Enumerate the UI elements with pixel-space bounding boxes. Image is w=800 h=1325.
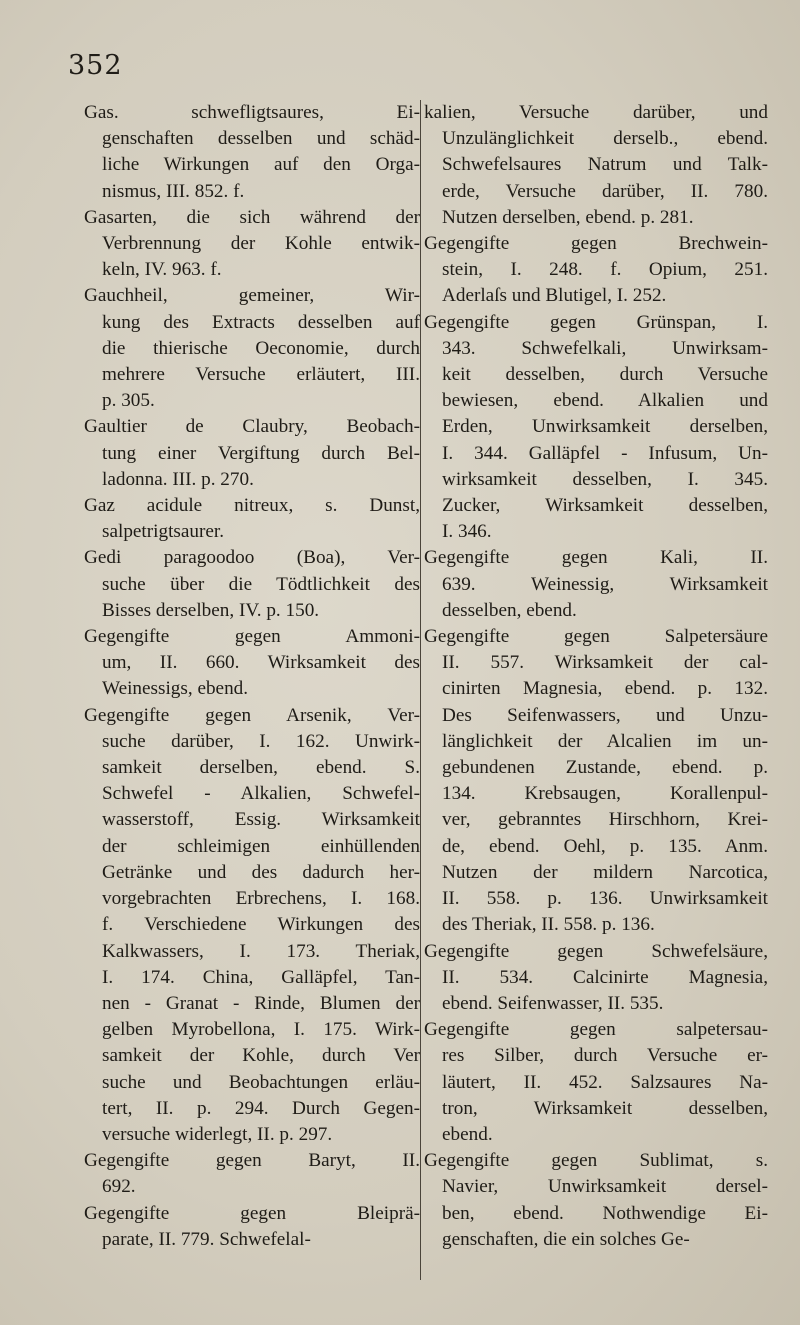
entry-line: I. 174. China, Galläpfel, Tan- <box>102 966 420 988</box>
entry-line: ebend. <box>442 1123 493 1145</box>
entry-line: II. 534. Calcinirte Magnesia, <box>442 966 768 988</box>
index-entry <box>424 310 768 546</box>
entry-line: suche darüber, I. 162. Unwirk- <box>102 730 420 752</box>
entry-heading-line: Gedi paragoodoo (Boa), Ver- <box>84 547 420 569</box>
entry-heading-line: Gegengifte gegen Kali, II. <box>424 547 768 569</box>
index-entry <box>424 100 768 231</box>
entry-line: keit desselben, durch Versuche <box>442 364 768 386</box>
entry-heading-line: kalien, Versuche darüber, und <box>424 102 768 123</box>
entry-line: Getränke und des dadurch her- <box>102 861 420 883</box>
entry-line: gelben Myrobellona, I. 175. Wirk- <box>102 1019 420 1041</box>
entry-line: desselben, ebend. <box>442 599 577 621</box>
entry-heading-line: Gegengifte gegen Salpetersäure <box>424 626 768 648</box>
entry-line: I. 346. <box>442 521 492 543</box>
entry-heading-line: Gegengifte gegen salpetersau- <box>424 1019 768 1041</box>
entry-line: p. 305. <box>102 390 155 412</box>
entry-line: Des Seifenwassers, und Unzu- <box>442 704 768 726</box>
index-entry <box>84 1148 420 1200</box>
page-number: 352 <box>68 50 123 81</box>
entry-heading-line: Gegengifte gegen Arsenik, Ver- <box>84 704 420 726</box>
entry-heading-line: Gasarten, die sich während der <box>84 206 420 228</box>
entry-line: suche über die Tödtlichkeit des <box>102 573 420 595</box>
entry-line: salpetrigtsaurer. <box>102 521 225 543</box>
index-entry <box>424 624 768 938</box>
index-entry <box>84 1201 420 1253</box>
entry-line: ver, gebranntes Hirschhorn, Krei- <box>442 809 768 831</box>
entry-heading-line: Gauchheil, gemeiner, Wir- <box>84 285 420 307</box>
index-entry <box>84 493 420 545</box>
entry-line: I. 344. Galläpfel - Infusum, Un- <box>442 442 768 464</box>
entry-line: samkeit der Kohle, durch Ver <box>102 1045 420 1067</box>
entry-line: keln, IV. 963. f. <box>102 259 222 281</box>
entry-heading-line: Gegengifte gegen Baryt, II. <box>84 1150 420 1172</box>
entry-line: Navier, Unwirksamkeit dersel- <box>442 1176 768 1198</box>
index-entry <box>424 545 768 624</box>
entry-line: Verbrennung der Kohle entwik- <box>102 233 420 255</box>
entry-line: Aderlaſs und Blutigel, I. 252. <box>442 285 667 307</box>
entry-line: Bisses derselben, IV. p. 150. <box>102 599 320 621</box>
entry-line: nen - Granat - Rinde, Blumen der <box>102 992 420 1014</box>
entry-line: wasserstoff, Essig. Wirksamkeit <box>102 809 420 831</box>
index-entry <box>84 703 420 1148</box>
entry-line: wirksamkeit desselben, I. 345. <box>442 468 768 490</box>
entry-heading-line: Gaz acidule nitreux, s. Dunst, <box>84 495 420 517</box>
entry-line: cinirten Magnesia, ebend. p. 132. <box>442 678 768 700</box>
entry-heading-line: Gaultier de Claubry, Beobach- <box>84 416 420 438</box>
entry-heading-line: Gegengifte gegen Brechwein- <box>424 233 768 255</box>
entry-line: Kalkwassers, I. 173. Theriak, <box>102 940 420 962</box>
index-entry <box>84 100 420 205</box>
entry-line: II. 557. Wirksamkeit der cal- <box>442 652 768 674</box>
entry-line: Nutzen der mildern Narcotica, <box>442 861 768 883</box>
left-column <box>84 100 420 1253</box>
entry-line: tung einer Vergiftung durch Bel- <box>102 442 420 464</box>
entry-heading-line: Gegengifte gegen Grünspan, I. <box>424 311 768 333</box>
index-entry <box>424 939 768 1018</box>
entry-line: kung des Extracts desselben auf <box>102 311 420 333</box>
index-entry <box>84 545 420 624</box>
entry-line: ebend. Seifenwasser, II. 535. <box>442 992 664 1014</box>
entry-line: Schwefel - Alkalien, Schwefel- <box>102 783 420 805</box>
entry-line: de, ebend. Oehl, p. 135. Anm. <box>442 835 768 857</box>
entry-line: 134. Krebsaugen, Korallenpul- <box>442 783 768 805</box>
entry-line: Unzulänglichkeit derselb., ebend. <box>442 128 768 150</box>
entry-line: der schleimigen einhüllenden <box>102 835 420 857</box>
entry-line: Zucker, Wirksamkeit desselben, <box>442 495 768 517</box>
entry-line: erde, Versuche darüber, II. 780. <box>442 180 768 202</box>
entry-heading-line: Gegengifte gegen Bleiprä- <box>84 1202 420 1224</box>
entry-line: Weinessigs, ebend. <box>102 678 249 700</box>
entry-heading-line: Gegengifte gegen Sublimat, s. <box>424 1150 768 1172</box>
entry-line: Nutzen derselben, ebend. p. 281. <box>442 206 694 228</box>
entry-line: die thierische Oeconomie, durch <box>102 337 420 359</box>
entry-line: 343. Schwefelkali, Unwirksam- <box>442 337 768 359</box>
entry-line: vorgebrachten Erbrechens, I. 168. <box>102 888 420 910</box>
entry-line: läutert, II. 452. Salzsaures Na- <box>442 1071 768 1093</box>
entry-line: II. 558. p. 136. Unwirksamkeit <box>442 888 768 910</box>
entry-line: nismus, III. 852. f. <box>102 180 245 202</box>
entry-heading-line: Gegengifte gegen Schwefelsäure, <box>424 940 768 962</box>
column-divider <box>420 100 421 1280</box>
entry-line: des Theriak, II. 558. p. 136. <box>442 914 655 936</box>
right-column <box>424 100 768 1253</box>
entry-line: mehrere Versuche erläutert, III. <box>102 364 420 386</box>
entry-line: Schwefelsaures Natrum und Talk- <box>442 154 768 176</box>
entry-line: bewiesen, ebend. Alkalien und <box>442 390 768 412</box>
entry-line: gebundenen Zustande, ebend. p. <box>442 757 768 779</box>
index-entry <box>424 1148 768 1253</box>
entry-line: ben, ebend. Nothwendige Ei- <box>442 1202 768 1224</box>
entry-line: ladonna. III. p. 270. <box>102 468 254 490</box>
entry-line: res Silber, durch Versuche er- <box>442 1045 768 1067</box>
entry-line: länglichkeit der Alcalien im un- <box>442 730 768 752</box>
entry-line: parate, II. 779. Schwefelal- <box>102 1228 311 1250</box>
index-entry <box>424 1017 768 1148</box>
index-entry <box>84 414 420 493</box>
entry-line: versuche widerlegt, II. p. 297. <box>102 1123 333 1145</box>
entry-line: samkeit derselben, ebend. S. <box>102 757 420 779</box>
entry-line: stein, I. 248. f. Opium, 251. <box>442 259 768 281</box>
entry-line: genschaften desselben und schäd- <box>102 128 420 150</box>
entry-line: suche und Beobachtungen erläu- <box>102 1071 420 1093</box>
entry-line: f. Verschiedene Wirkungen des <box>102 914 420 936</box>
entry-line: 639. Weinessig, Wirksamkeit <box>442 573 768 595</box>
entry-line: tron, Wirksamkeit desselben, <box>442 1097 768 1119</box>
entry-line: um, II. 660. Wirksamkeit des <box>102 652 420 674</box>
index-entry <box>84 624 420 703</box>
index-entry <box>84 283 420 414</box>
entry-heading-line: Gas. schwefligtsaures, Ei- <box>84 102 420 123</box>
entry-line: liche Wirkungen auf den Orga- <box>102 154 420 176</box>
entry-line: Erden, Unwirksamkeit derselben, <box>442 416 768 438</box>
entry-line: tert, II. p. 294. Durch Gegen- <box>102 1097 420 1119</box>
entry-line: genschaften, die ein solches Ge- <box>442 1228 690 1250</box>
index-entry <box>84 205 420 284</box>
entry-line: 692. <box>102 1176 136 1198</box>
entry-heading-line: Gegengifte gegen Ammoni- <box>84 626 420 648</box>
index-entry <box>424 231 768 310</box>
